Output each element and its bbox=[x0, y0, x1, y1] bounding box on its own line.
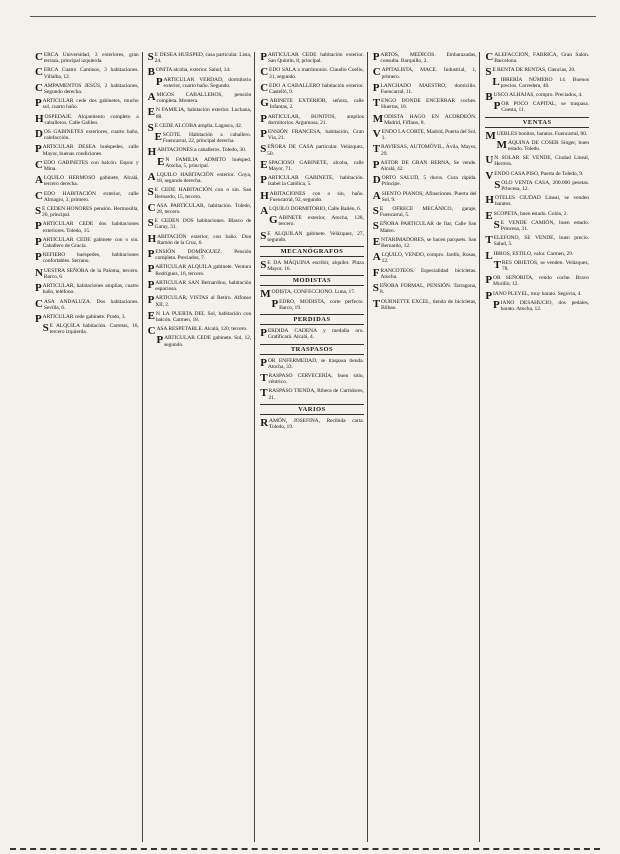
classified-ad: HOSPEDAJE. Alojamiento completo a caballeros. Calle Galileo. bbox=[35, 112, 139, 126]
classified-ad: SE CEDEN DOS habitaciones. Blasco de Garay, 31. bbox=[147, 217, 252, 231]
section-heading: TRASPASOS bbox=[260, 344, 364, 355]
classified-ad: TRES OBJETOS, se venden. Velázquez, 78. bbox=[493, 258, 589, 273]
classified-ad: PARTICULAR, VISTAS al Retiro. Alfonso XII, 2. bbox=[147, 294, 252, 308]
classified-ad: PARTOS, MÉDICOS. Embarazadas, consulta. Barquillo, 2. bbox=[372, 52, 477, 65]
classified-ad: LIBRERÍA NÚMERO 14. Buenos precios. Corredera, 40. bbox=[492, 75, 589, 89]
classified-ad: CALEFACCIÓN, FÁBRICA, Gran Salón. Barcelona. bbox=[485, 52, 589, 65]
classified-ad: MODISTA, CONFECCIONO. Luna, 17. bbox=[260, 288, 356, 301]
classified-ad: CEDO SALA a matrimonio. Claudio Coello, 31, segundo. bbox=[260, 66, 364, 80]
classified-ad: ENTARIMADORES, se hacen parquets. San Bernardo, 12. bbox=[372, 235, 477, 250]
classified-ad: NUESTRA SEÑORA de la Paloma, tercero. Barco, 6. bbox=[35, 266, 139, 280]
classified-ad: PIANO PLEYEL, muy barato. Segovia, 4. bbox=[485, 289, 582, 302]
classified-ad: POR POCO CAPITAL, se traspasa. Cuesta, 11. bbox=[493, 100, 589, 114]
classified-ad: TRASPASO CERVECERÍA, buen sitio, céntrico. bbox=[260, 371, 364, 386]
classified-ad: PENSIÓN DOMÍNGUEZ. Pensión completa. Preciados, 7. bbox=[147, 248, 252, 262]
classified-ad: MUEBLES bonitos, baratos. Fuencarral, 80. bbox=[485, 129, 588, 142]
classified-ad: VENDO LA CORTE, Madrid, Puerta del Sol, 1. bbox=[372, 128, 477, 142]
classified-ad: VENDO CASA PISO, Puerta de Toledo, 9. bbox=[485, 169, 584, 182]
classified-ad: PARTICULAR VERDAD, dormitorio exterior, cuarto baño. Segundo. bbox=[155, 75, 252, 89]
classified-ad: CASA RESPETABLE. Alcalá, 120, tercero. bbox=[147, 325, 248, 338]
classified-ad: POR SEÑORITA, vendo coche. Bravo Murillo, 12. bbox=[485, 274, 589, 288]
classified-ad: ALQUILO DORMITORIO, Calle Bailén, 6. bbox=[260, 205, 361, 218]
classified-ad: SE OFRECE MECÁNICO, garaje, Fuencarral, 5. bbox=[372, 205, 477, 219]
classified-ad: AMIGOS CABALLEROS, pensión completa. Montera. bbox=[147, 91, 252, 105]
column-1 bbox=[32, 52, 143, 842]
classified-ad: HABITACIONES a caballeros. Toledo, 30. bbox=[147, 146, 247, 159]
classified-ad: PARTICULAR CEDE habitación exterior. San Quintín, 8, principal. bbox=[260, 52, 364, 65]
classified-ad: PARTICULAR cede dos gabinetes, mucho sol, cuarto baño. bbox=[35, 97, 139, 111]
classified-ad: ESCOPETA, buen estado. Colón, 2. bbox=[485, 209, 568, 222]
classified-ad: RAMÓN, JOSEFINA, Recibida carta. Toledo, 19. bbox=[260, 416, 364, 430]
classified-ad: CASA ANDALUZA. Dos habitaciones. Sevilla, 6. bbox=[35, 297, 139, 311]
column-3 bbox=[257, 52, 368, 842]
classified-ad: SE DA MÁQUINA escribir, alquiler. Plaza Mayor, 16. bbox=[260, 259, 364, 273]
classified-ad: PREFIERO huéspedes, habitaciones confortables. Serrano. bbox=[35, 251, 139, 265]
classified-ad: HOTELES CIUDAD Lineal, se venden baratos. bbox=[485, 194, 589, 208]
classified-ad: SE VENDE CAMIÓN, buen estado. Princesa, 31. bbox=[493, 218, 589, 233]
classified-ad: MÁQUINA DE COSER Singer, buen estado. Toledo. bbox=[496, 138, 589, 153]
classified-ad: ALQUILO HABITACIÓN exterior. Goya, 18, segundo derecha. bbox=[147, 171, 252, 185]
classified-ad: TRASPASO TIENDA, Ribera de Curtidores, 21. bbox=[260, 387, 364, 401]
classified-ad: TENGO DONDE ENCERRAR coches. Huertas, 18. bbox=[372, 97, 477, 111]
classified-ad: PEDRO, MODISTA, corte perfecto. Barco, 19. bbox=[271, 297, 364, 311]
classified-ad: MODISTA HAGO EN ACORDEÓN. Madrid, Fiffano, 8. bbox=[372, 112, 477, 126]
classified-ad: ESCOTE. Habitación a caballero. Fuencarral, 22, principal derecha. bbox=[154, 131, 252, 145]
classified-ad: UN SOLAR SE VENDE, Ciudad Lineal, Herrera. bbox=[485, 154, 589, 168]
classified-ad: GABINETE EXTERIOR, señora, calle Infantas, 2. bbox=[260, 97, 364, 111]
classified-ad: HABITACIÓN exterior, con baño. Don Ramón de la Cruz, 6. bbox=[147, 232, 252, 246]
classified-ad: CAPITALISTA, MACE. Industrial, 1, primero. bbox=[372, 66, 477, 80]
classified-ad: PIANO DESAHUCIO, dos pedales, barato. Atocha, 12. bbox=[493, 298, 589, 313]
classified-ad: PARTICULAR CEDE dos habitaciones exteriores. Toledo, 15. bbox=[35, 220, 139, 234]
classified-ad: DOS GABINETES exteriores, cuarto baño, calefacción. bbox=[35, 128, 139, 142]
classified-ad: SE ALQUILAN gabinete. Velázquez, 27, segundo. bbox=[260, 229, 364, 243]
classified-ad: SE CEDE ALCOBA amplia. Lagasca, 42. bbox=[147, 121, 242, 134]
classified-ad: PASTOR DE GRAN BERNA, Se vende. Alcalá, 42. bbox=[372, 158, 477, 173]
classified-ad: ALQUILO HERMOSO gabinete, Alcalá, tercero derecha. bbox=[35, 174, 139, 188]
classified-ad: TELEFONO, SE VENDE, buen precio. Salud, 5. bbox=[485, 234, 589, 248]
column-4 bbox=[370, 52, 481, 842]
classified-ad: PARTICULAR cede gabinete. Prado, 3. bbox=[35, 312, 126, 325]
section-heading: MECANÓGRAFOS bbox=[260, 246, 364, 257]
classified-ad: ASIENTO PIANOS, Afinaciones. Puerta del Sol, 9. bbox=[372, 189, 477, 203]
classified-ad: ALQUILO, VENDO, compro. Jardín, Rosas, 12. bbox=[372, 251, 477, 265]
classified-ad: LIBROS, ESTILO, valor. Carmen, 29. bbox=[485, 249, 574, 262]
classified-ad: CERCA Universidad, 3 exteriores, gran terraza, principal izquierda. bbox=[35, 52, 139, 65]
section-heading: MODISTAS bbox=[260, 275, 364, 286]
classified-ad: PARTICULAR, habitaciones amplias, cuarto baño, teléfono. bbox=[35, 282, 139, 296]
classified-ad: PLANCHADO MAESTRO, domicilio. Fuencarral, 11. bbox=[372, 81, 477, 96]
column-5 bbox=[482, 52, 592, 842]
classified-ad: CASA PARTICULAR, habitación. Toledo, 28, tercero. bbox=[147, 201, 252, 216]
classified-ad: SE CEDE HABITACIÓN con o sin. San Bernardo, 15, tercero. bbox=[147, 186, 252, 200]
classified-ad: PARTICULAR DESEA huéspedes, calle Mayor, buenas condiciones. bbox=[35, 143, 139, 157]
column-2 bbox=[145, 52, 256, 842]
classified-ad: PARTICULAR, BONITOS, amplios dormitorios. Argumosa, 21. bbox=[260, 112, 364, 126]
classified-ad: TRAVIESAS, AUTOMÓVIL, Ávila, Mayor, 29. bbox=[372, 143, 477, 157]
section-heading: VARIOS bbox=[260, 404, 364, 415]
classified-ad: TOURNETTE EXCEL, tienda de bicicletas, Bilbao. bbox=[372, 297, 477, 311]
classified-ad: PARTICULAR GABINETE, habitación. Isabel la Católica, 5. bbox=[260, 174, 364, 188]
classified-ad: POR ENFERMEDAD, se traspasa tienda. Atocha, 33. bbox=[260, 356, 364, 370]
classified-ad: FRANCOTEOS. Especialidad bicicletas. Atocha. bbox=[372, 266, 477, 280]
classified-ad: PARTICULAR CEDE gabinete. Sol, 12, segundo. bbox=[156, 334, 252, 348]
classified-ad: SEÑORA DE CASA particular. Velázquez, 50. bbox=[260, 143, 364, 157]
classified-ad: EN FAMILIA, habitación exterior. Luchana, 88. bbox=[147, 106, 252, 120]
classified-ad: SE RENTA DE RENTAS, Ciencias, 20. bbox=[485, 66, 576, 79]
classified-ad: PERDIDA CADENA y medalla oro. Gratificará. Alcalá, 4. bbox=[260, 327, 364, 341]
classified-ad: PARTICULAR SAN Bernardino, habitación espaciosa. bbox=[147, 278, 252, 293]
classified-ads-page bbox=[32, 52, 592, 842]
classified-ad: CERCA Cuatro Caminos, 3 habitaciones. Villalba, 12. bbox=[35, 66, 139, 80]
classified-ad: SOLO VENTA CASA, 200.000 pesetas. Princesa, 12. bbox=[494, 178, 589, 193]
classified-ad: SEÑORA FORMAL, PENSIÓN. Tarragona, 8. bbox=[372, 282, 477, 296]
classified-ad: EN LA PUERTA DEL Sol, habitación con balcón. Carmen, 18. bbox=[147, 309, 252, 323]
classified-ad: SEÑORA PARTICULAR de fiar, Calle San Mateo. bbox=[372, 220, 477, 234]
classified-ad: BUSCO ALHAJAS, compro. Preciados, 4. bbox=[485, 91, 583, 104]
classified-ad: ESPACIOSO GABINETE, alcoba, calle Mayor, 71. bbox=[260, 158, 364, 173]
classified-ad: CAMPAMENTOS JESÚS, 2 habitaciones, Segundo derecha. bbox=[35, 81, 139, 96]
classified-ad: DORTO SALUD, 5 duros. Cura rápida. Príncipe. bbox=[372, 174, 477, 188]
section-heading: VENTAS bbox=[485, 117, 589, 128]
classified-ad: SE CEDEN HONORES pensión. Hermosilla, 20, principal. bbox=[35, 205, 139, 219]
classified-ad: PARTICULAR ALQUILA gabinete. Ventura Rodríguez, 16, tercero. bbox=[147, 263, 252, 277]
classified-ad: BONITA alcoba, exterior. Salud, 14. bbox=[147, 66, 231, 79]
classified-ad: SE ALQUILA habitación. Carretas, 16, tercero izquierda. bbox=[42, 322, 139, 336]
classified-ad: GABINETE exterior, Atocha, 128, tercero. bbox=[269, 214, 364, 228]
classified-ad: SE DESEA HUÉSPED, casa particular. Lista, 24. bbox=[147, 52, 252, 65]
classified-ad: CEDO A CABALLERO habitación exterior. Castelló, 9. bbox=[260, 81, 364, 96]
bottom-rule bbox=[10, 848, 600, 850]
classified-ad: EN FAMILIA ADMITO huésped. Atocha, 5, principal. bbox=[157, 155, 252, 169]
classified-ad: CEDO HABITACIÓN exterior, calle Almagro, 3, primero. bbox=[35, 189, 139, 203]
top-rule bbox=[30, 16, 596, 17]
classified-ad: CEDO GABINETES con balcón. Espoz y Mina. bbox=[35, 158, 139, 173]
classified-ad: HABITACIONES con o sin, baño. Fuencarral, 92, segundo. bbox=[260, 189, 364, 203]
classified-ad: PARTICULAR CEDE gabinete con o sin. Caballero de Gracia. bbox=[35, 235, 139, 250]
classified-ad: PENSIÓN FRANCESA, habitación, Gran Vía, 21. bbox=[260, 128, 364, 142]
section-heading: PERDIDAS bbox=[260, 314, 364, 325]
